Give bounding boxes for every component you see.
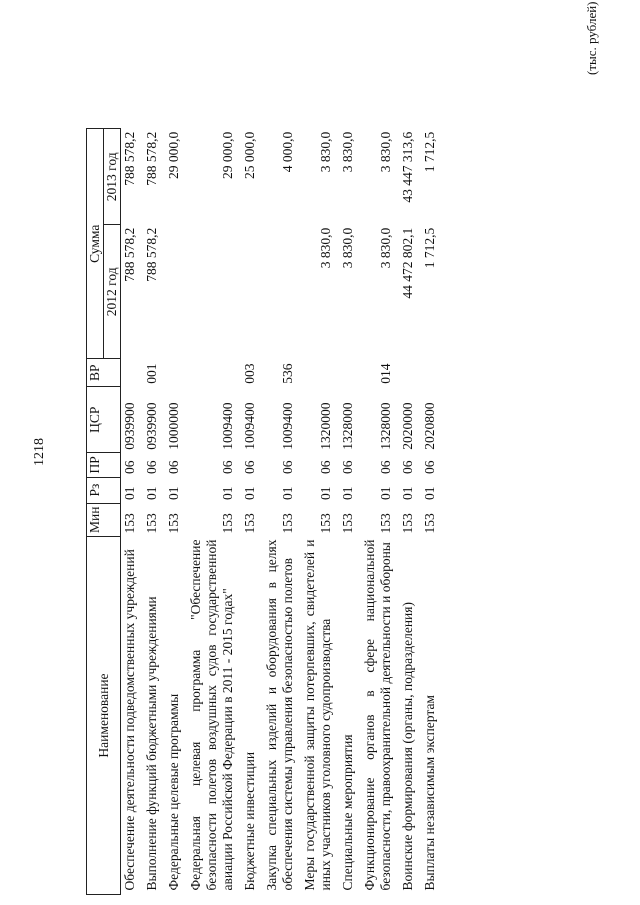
row-pr: 06 (242, 460, 257, 475)
row-pr: 06 (400, 460, 415, 475)
row-sum-2013: 3 830,0 (318, 131, 333, 173)
row-vr (121, 359, 144, 387)
row-name: Воинские формирования (органы, подразделения) (400, 602, 415, 891)
row-sum-2012 (165, 225, 187, 359)
row-sum-2012: 1 712,5 (422, 227, 437, 269)
row-csr: 1009400 (242, 402, 257, 450)
row-sum-2013: 25 000,0 (242, 131, 257, 180)
row-sum-2012: 788 578,2 (122, 227, 137, 282)
row-vr: 003 (242, 363, 257, 384)
row-name: Федеральные целевые программы (166, 693, 181, 891)
row-pr: 06 (422, 460, 437, 475)
table-body (121, 129, 444, 895)
row-min: 153 (340, 513, 355, 534)
row-vr (339, 359, 361, 387)
row-sum-2013: 3 830,0 (340, 131, 355, 173)
row-vr (399, 359, 421, 387)
header-rz: Рз (87, 477, 121, 503)
row-pr: 06 (318, 460, 333, 475)
row-min: 153 (122, 513, 137, 534)
row-csr: 1328000 (340, 402, 355, 450)
row-min: 153 (378, 513, 393, 534)
row-name: Бюджетные инвестиции (242, 751, 257, 891)
row-rz: 01 (280, 486, 295, 501)
row-rz: 01 (166, 486, 181, 501)
row-csr: 1328000 (378, 402, 393, 450)
row-sum-2013: 788 578,2 (122, 131, 137, 186)
row-sum-2013: 3 830,0 (378, 131, 393, 173)
row-sum-2013: 43 447 313,6 (400, 131, 415, 203)
row-min: 153 (220, 513, 235, 534)
header-pr: ПР (87, 453, 121, 477)
row-sum-2012: 3 830,0 (340, 227, 355, 269)
row-name: Функционирование органов в сфере национальной безопасности, правоохранительной деятельности и обороны (362, 539, 393, 891)
row-name: Закупка специальных изделий и оборудования в целях обеспечения системы управления безопасностью полетов (264, 539, 295, 891)
header-min: Мин (87, 503, 121, 536)
table-row (187, 129, 241, 895)
row-rz: 01 (400, 486, 415, 501)
table-row (399, 129, 421, 895)
row-vr (301, 359, 339, 387)
row-csr: 1320000 (318, 402, 333, 450)
row-pr: 06 (122, 460, 137, 475)
table-row (263, 129, 301, 895)
row-rz: 01 (340, 486, 355, 501)
header-vr: ВР (87, 359, 121, 387)
row-csr: 2020800 (422, 402, 437, 450)
row-sum-2012 (187, 225, 241, 359)
row-name: Специальные мероприятия (340, 734, 355, 891)
page-number: 1218 (32, 438, 47, 466)
row-vr (187, 359, 241, 387)
row-csr: 2020000 (400, 402, 415, 450)
header-year-2013: 2013 год (104, 129, 121, 225)
row-min: 153 (166, 513, 181, 534)
row-csr: 0939900 (122, 402, 137, 450)
budget-table (86, 128, 443, 895)
row-sum-2012: 788 578,2 (144, 227, 159, 282)
header-name: Наименование (87, 537, 121, 895)
row-sum-2013: 1 712,5 (422, 131, 437, 173)
header-csr: ЦСР (87, 387, 121, 453)
row-name: Выполнение функций бюджетными учреждениями (144, 596, 159, 891)
row-pr: 06 (144, 460, 159, 475)
header-row (87, 129, 104, 895)
row-rz: 01 (318, 486, 333, 501)
row-rz: 01 (378, 486, 393, 501)
row-rz: 01 (144, 486, 159, 501)
row-min: 153 (144, 513, 159, 534)
row-pr: 06 (378, 460, 393, 475)
table-row (121, 129, 144, 895)
row-sum-2013: 4 000,0 (280, 131, 295, 173)
row-rz: 01 (220, 486, 235, 501)
row-sum-2012 (263, 225, 301, 359)
row-min: 153 (422, 513, 437, 534)
row-csr: 1000000 (166, 402, 181, 450)
row-sum-2012 (241, 225, 263, 359)
row-csr: 1009400 (220, 402, 235, 450)
row-name: Обеспечение деятельности подведомственных учреждений (122, 549, 137, 891)
table-row (241, 129, 263, 895)
table-row (143, 129, 165, 895)
table-row (421, 129, 443, 895)
row-pr: 06 (280, 460, 295, 475)
row-rz: 01 (422, 486, 437, 501)
table-row (361, 129, 399, 895)
row-vr: 536 (280, 363, 295, 384)
row-sum-2012: 3 830,0 (318, 227, 333, 269)
row-min: 153 (242, 513, 257, 534)
header-sum: Сумма (87, 129, 104, 359)
row-min: 153 (318, 513, 333, 534)
row-vr (421, 359, 443, 387)
row-csr: 1009400 (280, 402, 295, 450)
table-row (165, 129, 187, 895)
row-sum-2013: 29 000,0 (220, 131, 235, 180)
table-row (339, 129, 361, 895)
row-sum-2013: 788 578,2 (144, 131, 159, 186)
row-rz: 01 (122, 486, 137, 501)
row-name: Меры государственной защиты потерпевших, свидетелей и иных участников уголовного судопроизводства (302, 539, 333, 891)
row-pr: 06 (340, 460, 355, 475)
row-sum-2012: 44 472 802,1 (400, 227, 415, 299)
unit-label: (тыс. рублей) (584, 1, 599, 75)
table-row (301, 129, 339, 895)
row-sum-2012: 3 830,0 (378, 227, 393, 269)
row-min: 153 (280, 513, 295, 534)
row-vr: 014 (378, 363, 393, 384)
row-vr: 001 (144, 363, 159, 384)
row-min: 153 (400, 513, 415, 534)
row-vr (165, 359, 187, 387)
row-pr: 06 (166, 460, 181, 475)
row-sum-2013: 29 000,0 (166, 131, 181, 180)
row-pr: 06 (220, 460, 235, 475)
row-name: Выплаты независимым экспертам (422, 695, 437, 891)
row-csr: 0939900 (144, 402, 159, 450)
row-name: Федеральная целевая программа "Обеспечение безопасности полетов воздушных судов государственной авиации Российской Федерации в 2011 - 2015 годах" (188, 539, 235, 891)
header-year-2012: 2012 год (104, 225, 121, 359)
row-rz: 01 (242, 486, 257, 501)
